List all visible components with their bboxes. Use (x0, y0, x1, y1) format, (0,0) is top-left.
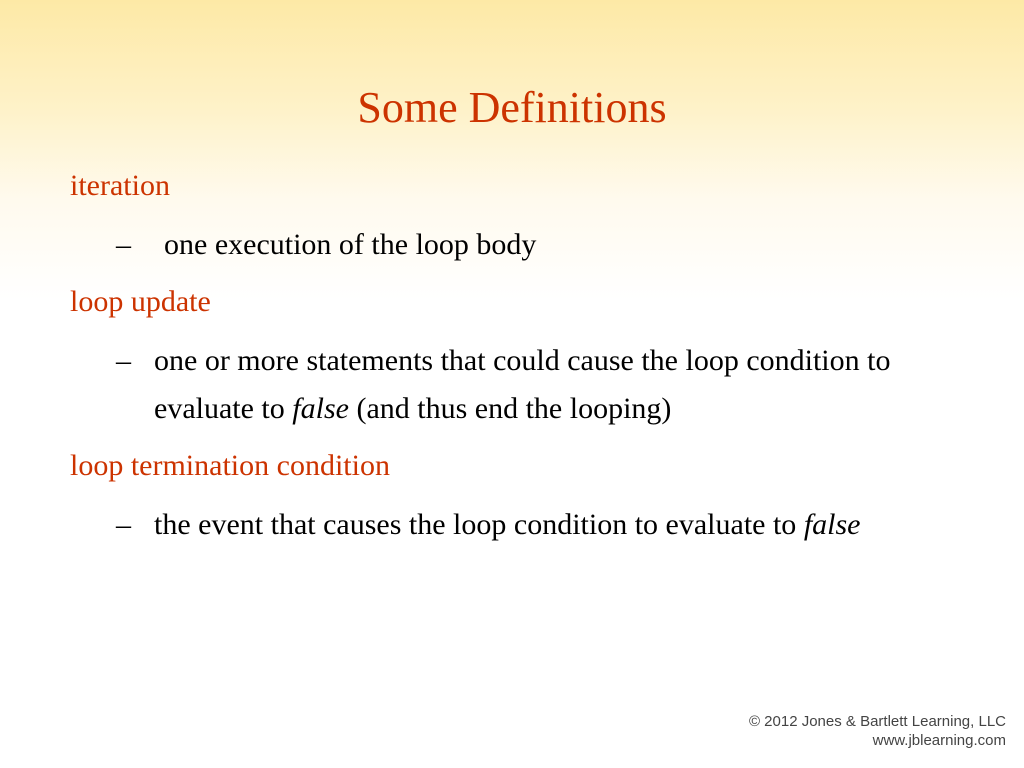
dash-bullet: – (116, 508, 131, 541)
slide-title: Some Definitions (357, 83, 667, 132)
definition-text-start: one or more statements that could cause the loop condition to evaluate to (154, 344, 891, 425)
definition-text (154, 337, 970, 433)
dash-bullet: – (116, 228, 131, 261)
copyright-footer (749, 712, 1006, 750)
definition-text (154, 501, 970, 549)
term-loop-termination-condition: loop termination condition (70, 449, 390, 482)
definition-text-end: (and thus end the looping) (348, 392, 672, 425)
italic-keyword: false (803, 508, 861, 541)
definition-loop-update (70, 337, 970, 433)
term-loop-update: loop update (70, 285, 211, 318)
definition-iteration (70, 221, 970, 269)
definition-text: one execution of the loop body (164, 228, 537, 261)
definition-loop-termination-condition (70, 501, 970, 549)
website-text: www.jblearning.com (872, 732, 1006, 749)
dash-bullet: – (116, 344, 131, 377)
copyright-text: © 2012 Jones & Bartlett Learning, LLC (748, 713, 1006, 730)
definition-text-start: the event that causes the loop condition to evaluate to (154, 508, 804, 541)
italic-keyword: false (292, 392, 349, 425)
definitions-list (70, 163, 970, 559)
term-iteration: iteration (70, 169, 170, 202)
